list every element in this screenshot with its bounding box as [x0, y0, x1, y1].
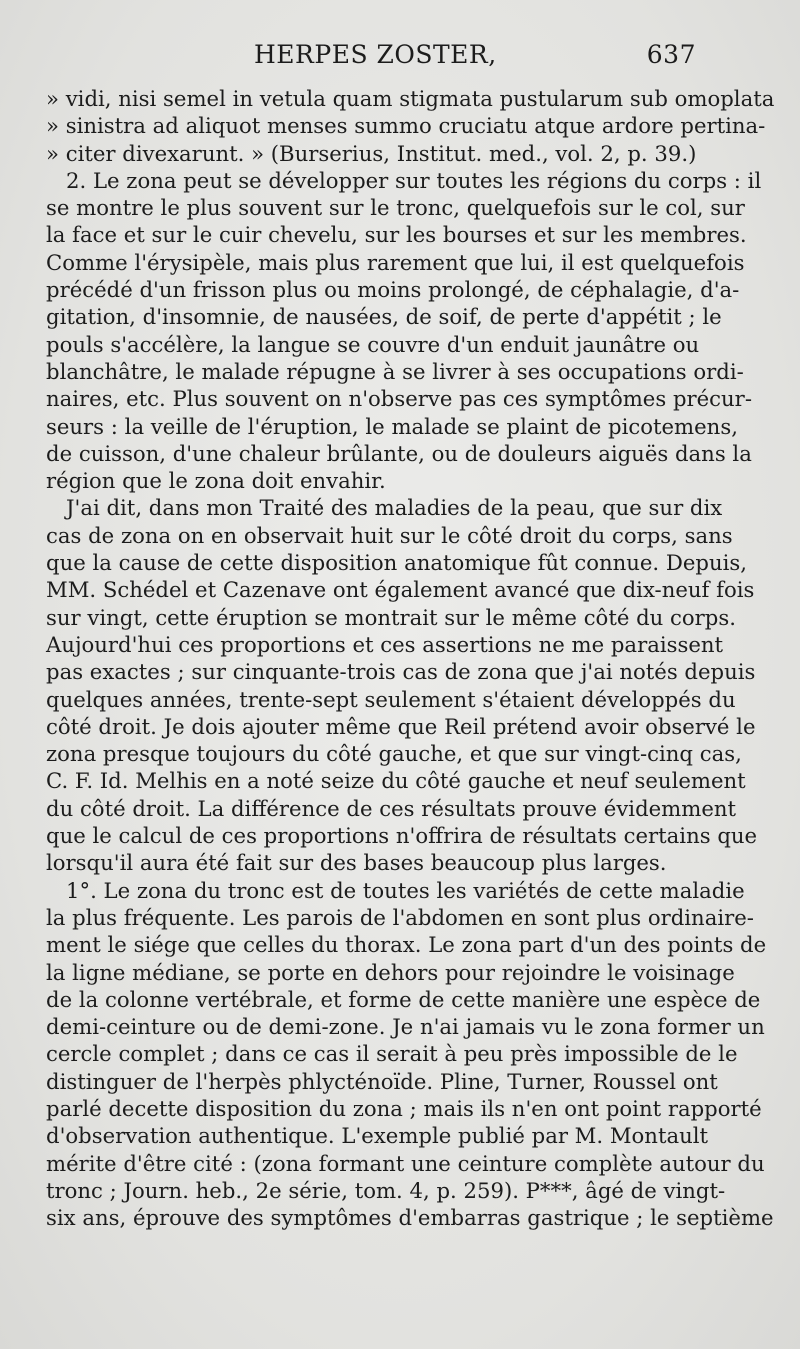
text-line: blanchâtre, le malade répugne à se livrer à ses occupations ordi- — [46, 358, 744, 384]
text-line: 2. Le zona peut se développer sur toutes les régions du corps : il — [66, 167, 762, 193]
text-line: » citer divexarunt. » (Burserius, Institut. med., vol. 2, p. 39.) — [46, 140, 697, 166]
body-text — [46, 85, 775, 1231]
text-line: pouls s'accélère, la langue se couvre d'un enduit jaunâtre ou — [46, 331, 700, 357]
text-line: la plus fréquente. Les parois de l'abdomen en sont plus ordinaire- — [46, 904, 754, 930]
text-line: Aujourd'hui ces proportions et ces assertions ne me paraissent — [46, 631, 724, 657]
text-line: J'ai dit, dans mon Traité des maladies de la peau, que sur dix — [66, 495, 723, 521]
text-line: se montre le plus souvent sur le tronc, quelquefois sur le col, sur — [46, 195, 745, 221]
text-line: gitation, d'insomnie, de nausées, de soif, de perte d'appétit ; le — [46, 304, 722, 330]
text-line: » vidi, nisi semel in vetula quam stigmata pustularum sub omoplata — [46, 86, 775, 111]
text-line: que le calcul de ces proportions n'offrira de résultats certains que — [46, 823, 758, 849]
text-line: C. F. Id. Melhis en a noté seize du côté gauche et neuf seulement — [46, 768, 746, 794]
text-line: mérite d'être cité : (zona formant une ceinture complète autour du — [46, 1150, 765, 1176]
running-header — [46, 40, 696, 80]
text-line: la ligne médiane, se porte en dehors pour rejoindre le voisinage — [46, 959, 735, 985]
text-line: » sinistra ad aliquot menses summo cruciatu atque ardore pertina- — [46, 113, 766, 139]
text-line: parlé decette disposition du zona ; mais ils n'en ont point rapporté — [46, 1095, 762, 1121]
text-line: région que le zona doit envahir. — [46, 468, 386, 494]
text-line: la face et sur le cuir chevelu, sur les bourses et sur les membres. — [46, 222, 747, 248]
text-line: MM. Schédel et Cazenave ont également avancé que dix-neuf fois — [46, 577, 755, 603]
text-line: sur vingt, cette éruption se montrait sur le même côté du corps. — [46, 604, 736, 630]
text-line: ment le siége que celles du thorax. Le zona part d'un des points de — [46, 932, 767, 958]
text-line: tronc ; Journ. heb., 2e série, tom. 4, p. 259). P***, âgé de vingt- — [46, 1177, 726, 1203]
text-line: que la cause de cette disposition anatomique fût connue. Depuis, — [46, 550, 748, 576]
page-number: 637 — [646, 40, 696, 69]
text-line: six ans, éprouve des symptômes d'embarras gastrique ; le septième — [46, 1205, 774, 1231]
text-line: du côté droit. La différence de ces résultats prouve évidemment — [46, 795, 737, 821]
text-line: seurs : la veille de l'éruption, le malade se plaint de picotemens, — [46, 413, 738, 439]
text-line: 1°. Le zona du tronc est de toutes les variétés de cette maladie — [66, 877, 745, 903]
text-line: de la colonne vertébrale, et forme de cette manière une espèce de — [46, 986, 761, 1012]
text-line: distinguer de l'herpès phlycténoïde. Pline, Turner, Roussel ont — [46, 1068, 718, 1094]
text-line: pas exactes ; sur cinquante-trois cas de zona que j'ai notés depuis — [46, 659, 756, 685]
text-line: naires, etc. Plus souvent on n'observe pas ces symptômes précur- — [46, 386, 752, 412]
text-line: cercle complet ; dans ce cas il serait à peu près impossible de le — [46, 1041, 738, 1067]
text-line: côté droit. Je dois ajouter même que Reil prétend avoir observé le — [46, 713, 756, 739]
running-title: HERPES ZOSTER, — [254, 40, 497, 69]
text-line: demi-ceinture ou de demi-zone. Je n'ai jamais vu le zona former un — [46, 1014, 765, 1040]
text-line: précédé d'un frisson plus ou moins prolongé, de céphalagie, d'a- — [46, 277, 740, 303]
text-line: d'observation authentique. L'exemple publié par M. Montault — [46, 1123, 709, 1149]
text-line: de cuisson, d'une chaleur brûlante, ou de douleurs aiguës dans la — [46, 440, 752, 466]
text-line: lorsqu'il aura été fait sur des bases beaucoup plus larges. — [46, 850, 667, 876]
text-line: zona presque toujours du côté gauche, et que sur vingt-cinq cas, — [46, 741, 742, 767]
text-line: cas de zona on en observait huit sur le côté droit du corps, sans — [46, 522, 733, 548]
text-line: quelques années, trente-sept seulement s'étaient développés du — [46, 686, 736, 712]
text-line: Comme l'érysipèle, mais plus rarement que lui, il est quelquefois — [46, 249, 745, 275]
